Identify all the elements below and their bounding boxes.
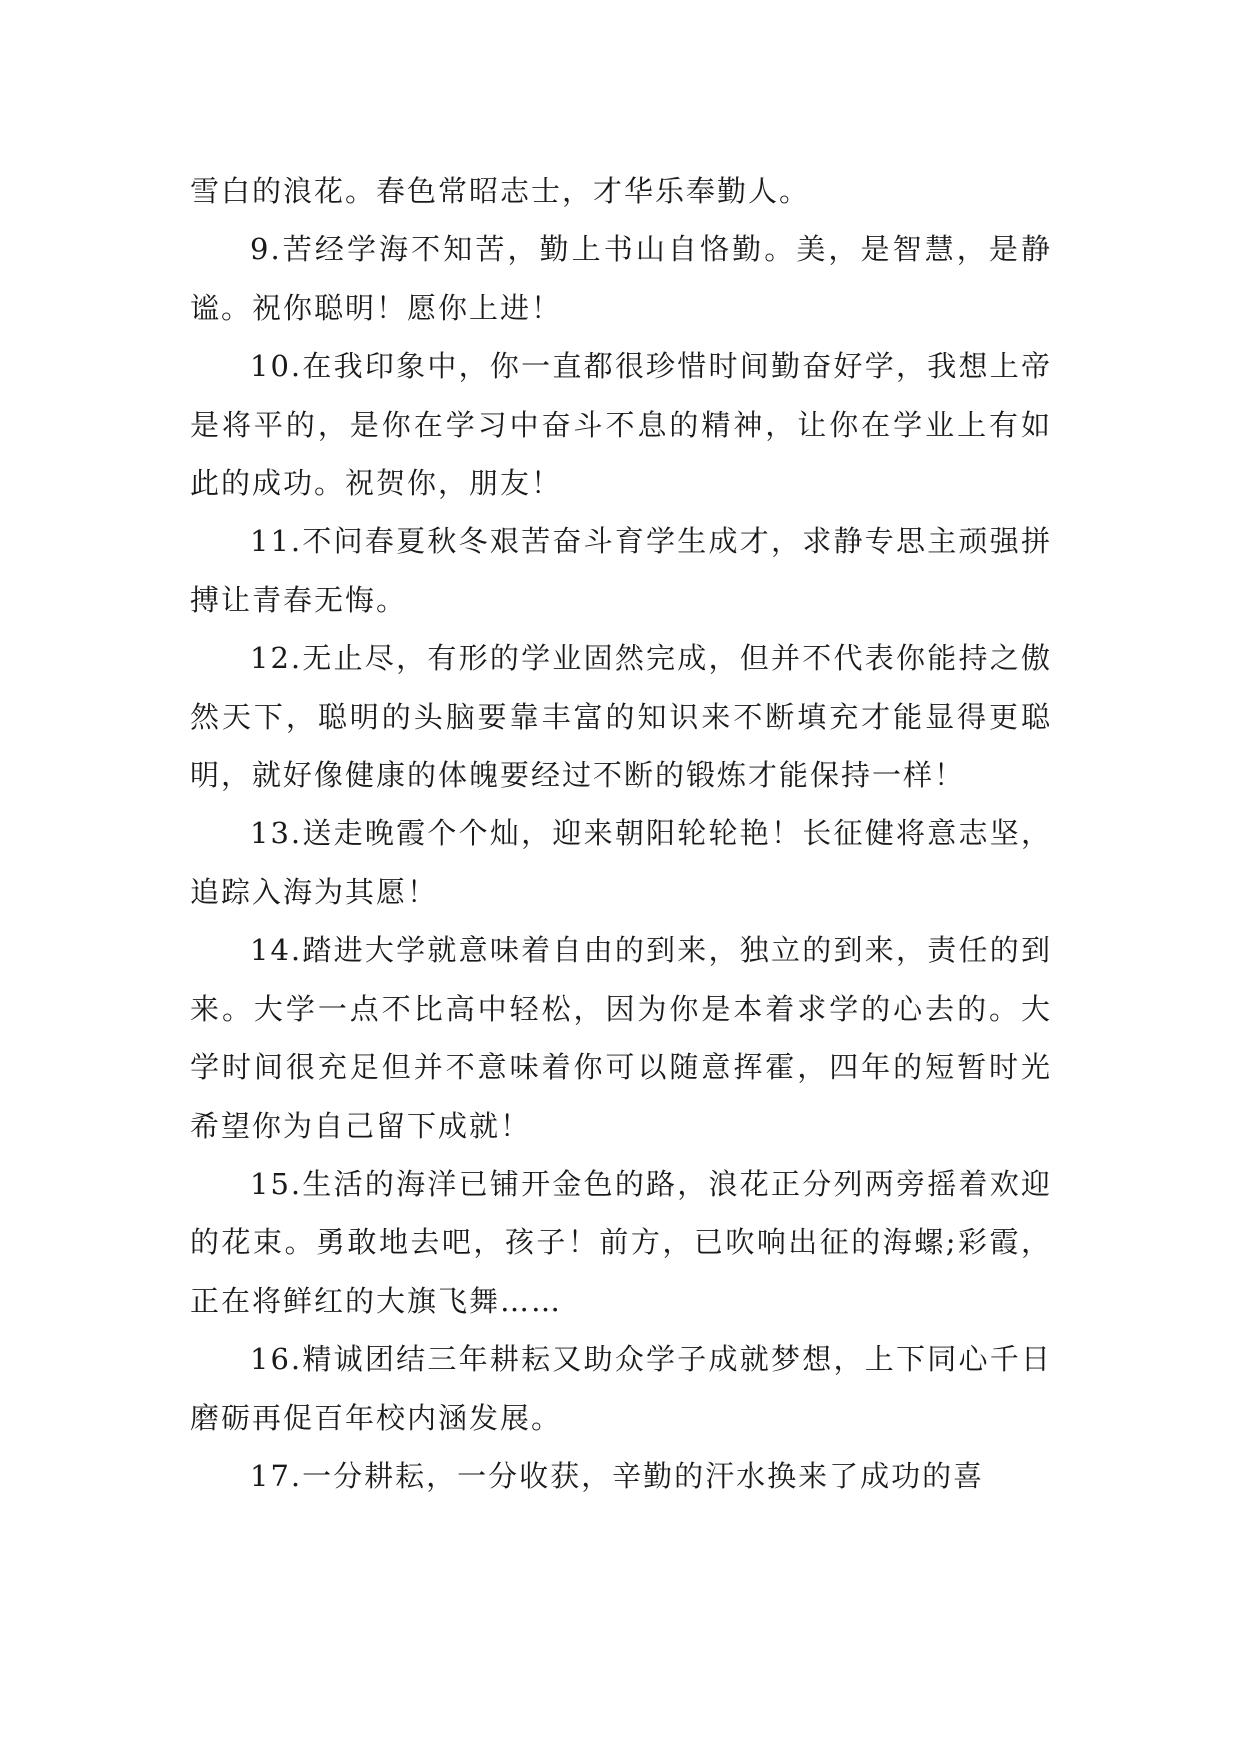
- paragraph-item-11: 11.不问春夏秋冬艰苦奋斗育学生成才，求静专思主顽强拼搏让青春无悔。: [190, 524, 1052, 617]
- paragraph-item-15: 15.生活的海洋已铺开金色的路，浪花正分列两旁摇着欢迎的花束。勇敢地去吧，孩子！前方，已吹响出征的海螺;彩霞，正在将鲜红的大旗飞舞……: [190, 1166, 1052, 1318]
- document-body: [190, 162, 1052, 1505]
- paragraph-item-9: 9.苦经学海不知苦，勤上书山自恪勤。美，是智慧，是静谧。祝你聪明！愿你上进！: [190, 232, 1052, 325]
- paragraph-item-13: 13.送走晚霞个个灿，迎来朝阳轮轮艳！长征健将意志坚，追踪入海为其愿！: [190, 816, 1052, 909]
- paragraph-item-16: 16.精诚团结三年耕耘又助众学子成就梦想，上下同心千日磨砺再促百年校内涵发展。: [190, 1342, 1052, 1435]
- paragraph-continuation: 雪白的浪花。春色常昭志士，才华乐奉勤人。: [190, 174, 811, 208]
- paragraph-item-17: 17.一分耕耘，一分收获，辛勤的汗水换来了成功的喜: [250, 1458, 985, 1493]
- paragraph-item-10: 10.在我印象中，你一直都很珍惜时间勤奋好学，我想上帝是将平的，是你在学习中奋斗不息的精神，让你在学业上有如此的成功。祝贺你，朋友！: [190, 349, 1052, 501]
- paragraph-item-12: 12.无止尽，有形的学业固然完成，但并不代表你能持之傲然天下，聪明的头脑要靠丰富的知识来不断填充才能显得更聪明，就好像健康的体魄要经过不断的锻炼才能保持一样！: [190, 641, 1052, 793]
- paragraph-item-14: 14.踏进大学就意味着自由的到来，独立的到来，责任的到来。大学一点不比高中轻松，因为你是本着求学的心去的。大学时间很充足但并不意味着你可以随意挥霍，四年的短暂时光希望你为自己留下成就！: [190, 933, 1052, 1143]
